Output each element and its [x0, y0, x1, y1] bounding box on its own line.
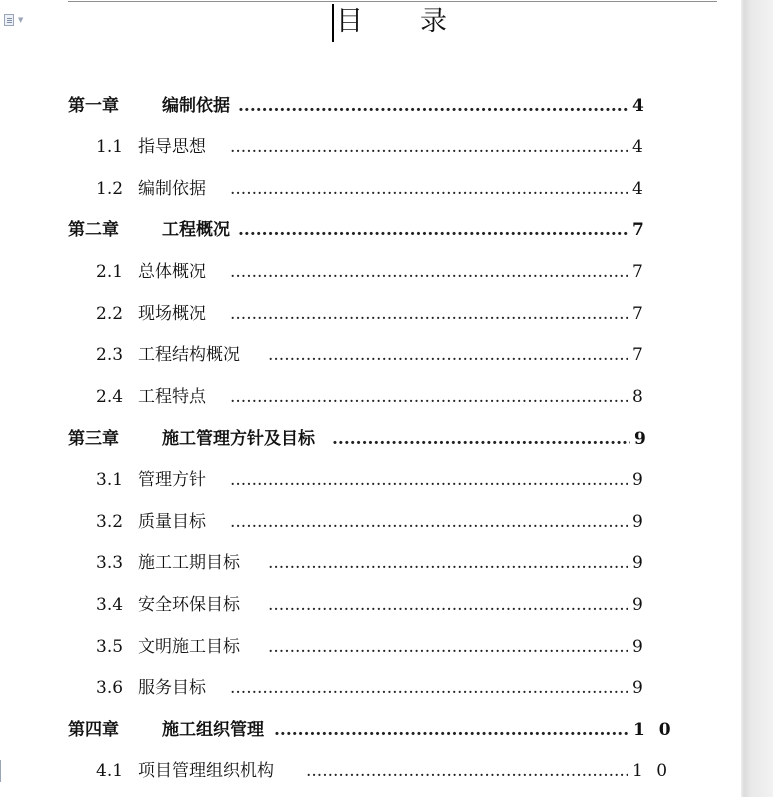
leader-dots [238, 218, 630, 242]
section-title: 施工工期目标 [138, 553, 240, 573]
section-title: 编制依据 [138, 179, 206, 199]
leader-dots [230, 385, 628, 409]
section-number: 2.4 [96, 387, 124, 407]
section-title: 项目管理组织机构 [138, 761, 274, 781]
chapter-title: 施工组织管理 [162, 720, 264, 740]
leader-dots [230, 260, 628, 284]
section-number: 4.1 [96, 761, 124, 781]
chevron-down-icon[interactable]: ▼ [18, 16, 24, 24]
toc-section-3-5[interactable] [40, 635, 741, 659]
leader-dots [230, 468, 628, 492]
page-number: 9 [634, 429, 646, 449]
gutter-marker [0, 760, 1, 782]
chapter-title: 工程概况 [162, 220, 230, 240]
chapter-number: 第三章 [68, 429, 119, 449]
page-number: 4 [632, 137, 643, 157]
section-title: 现场概况 [138, 304, 206, 324]
page-number: 4 [632, 96, 644, 116]
section-number: 2.1 [96, 262, 124, 282]
section-number: 1.1 [96, 137, 124, 157]
section-title: 工程结构概况 [138, 345, 240, 365]
leader-dots [238, 94, 630, 118]
chapter-number: 第二章 [68, 220, 119, 240]
chapter-title: 编制依据 [162, 96, 230, 116]
leader-dots [230, 177, 628, 201]
document-page[interactable] [40, 0, 741, 797]
leader-dots [230, 302, 628, 326]
page-number: 9 [632, 470, 643, 490]
page-number: 8 [632, 387, 643, 407]
page-number: 9 [632, 553, 643, 573]
leader-dots [332, 427, 630, 451]
toc-section-3-6[interactable] [40, 676, 741, 700]
leader-dots [268, 593, 628, 617]
toc-chapter-2[interactable] [40, 218, 741, 242]
section-number: 3.1 [96, 470, 124, 490]
toc-section-1-2[interactable] [40, 177, 741, 201]
section-number: 3.4 [96, 595, 124, 615]
section-title: 服务目标 [138, 678, 206, 698]
page-edge-shadow [741, 0, 773, 797]
chapter-title: 施工管理方针及目标 [162, 429, 315, 449]
toc-chapter-1[interactable] [40, 94, 741, 118]
toc-section-3-1[interactable] [40, 468, 741, 492]
page-number: 9 [632, 678, 643, 698]
section-title: 管理方针 [138, 470, 206, 490]
page-number: 7 [632, 345, 643, 365]
page-number: 7 [632, 304, 643, 324]
title-char-1: 目 [336, 6, 363, 37]
section-title: 总体概况 [138, 262, 206, 282]
page-number: 9 [632, 595, 643, 615]
section-title: 工程特点 [138, 387, 206, 407]
page-number: 9 [632, 512, 643, 532]
section-title: 质量目标 [138, 512, 206, 532]
section-number: 3.5 [96, 637, 124, 657]
toc-section-2-1[interactable] [40, 260, 741, 284]
toc-section-3-4[interactable] [40, 593, 741, 617]
page-number: 9 [632, 637, 643, 657]
section-title: 安全环保目标 [138, 595, 240, 615]
section-number: 3.2 [96, 512, 124, 532]
chapter-number: 第一章 [68, 96, 119, 116]
section-title: 指导思想 [138, 137, 206, 157]
leader-dots [268, 551, 628, 575]
leader-dots [230, 510, 628, 534]
leader-dots [268, 635, 628, 659]
toc-section-2-4[interactable] [40, 385, 741, 409]
page-title [332, 0, 472, 44]
page-number: 7 [632, 262, 643, 282]
leader-dots [274, 718, 630, 742]
title-char-2: 录 [420, 6, 447, 37]
page-number: 1 0 [633, 720, 675, 740]
leader-dots [306, 759, 628, 783]
page-number: 1 0 [632, 761, 672, 781]
toc-chapter-3[interactable] [40, 427, 741, 451]
toc-section-4-1[interactable] [40, 759, 741, 783]
toc-section-2-2[interactable] [40, 302, 741, 326]
section-number: 3.6 [96, 678, 124, 698]
leader-dots [230, 676, 628, 700]
text-cursor [332, 4, 334, 42]
document-icon[interactable] [4, 14, 14, 26]
toc-section-1-1[interactable] [40, 135, 741, 159]
chapter-number: 第四章 [68, 720, 119, 740]
left-gutter [0, 0, 40, 797]
leader-dots [230, 135, 628, 159]
toc-section-3-2[interactable] [40, 510, 741, 534]
leader-dots [268, 343, 628, 367]
toc-chapter-4[interactable] [40, 718, 741, 742]
section-number: 3.3 [96, 553, 124, 573]
section-number: 1.2 [96, 179, 124, 199]
toc-section-3-3[interactable] [40, 551, 741, 575]
page-number: 7 [632, 220, 644, 240]
page-number: 4 [632, 179, 643, 199]
section-number: 2.2 [96, 304, 124, 324]
toc-section-2-3[interactable] [40, 343, 741, 367]
section-title: 文明施工目标 [138, 637, 240, 657]
section-number: 2.3 [96, 345, 124, 365]
